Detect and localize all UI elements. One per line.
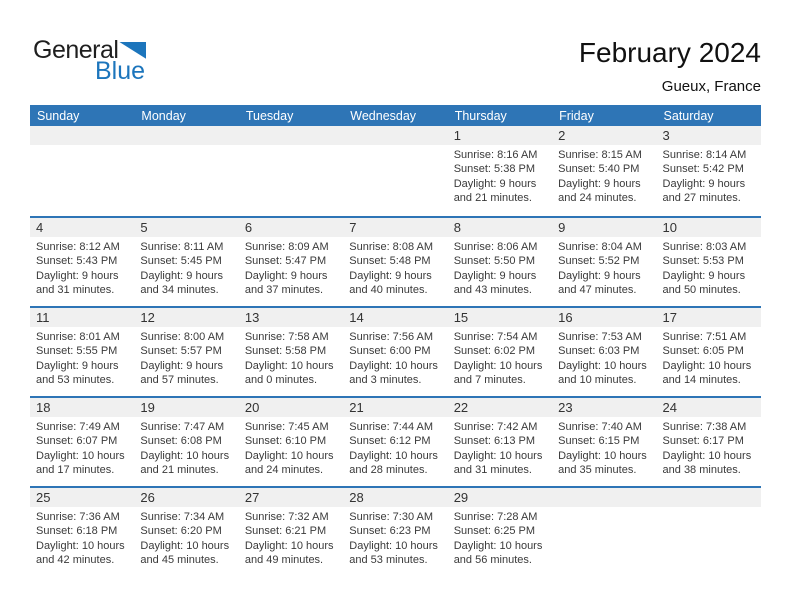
daylight-text-line2: and 38 minutes. [662,464,741,477]
daylight-text-line1: Daylight: 10 hours [140,539,230,552]
daylight-text-line1: Daylight: 9 hours [558,177,641,190]
week-row [30,216,761,306]
sunset-text: Sunset: 6:25 PM [453,525,536,538]
daylight-text-line1: Daylight: 10 hours [36,539,125,552]
daylight-text-line1: Daylight: 10 hours [558,449,647,462]
day-cell-details [30,417,134,478]
daylight-text-line2: and 10 minutes. [558,374,637,387]
day-cell-details [657,145,761,206]
location-subtitle: Gueux, France [661,78,761,95]
day-number: 10 [662,220,677,235]
daylight-text-line2: and 47 minutes. [558,284,637,297]
day-cell-details [448,145,552,206]
week-row [30,306,761,396]
day-number-band [30,398,761,417]
day-cell-details [134,327,238,388]
day-details-row [30,145,761,206]
day-number [30,126,134,145]
sunrise-text: Sunrise: 7:38 AM [662,421,747,433]
sunrise-text: Sunrise: 8:11 AM [140,241,224,253]
day-cell-details [30,327,134,388]
day-number: 26 [140,490,155,505]
sunrise-text: Sunrise: 7:49 AM [36,421,120,433]
sunrise-text: Sunrise: 7:40 AM [558,421,642,433]
day-number: 5 [140,220,148,235]
day-cell-details [552,327,656,388]
daylight-text-line2: and 53 minutes. [349,554,428,567]
sunrise-text: Sunrise: 7:47 AM [140,421,225,433]
sunset-text: Sunset: 6:17 PM [662,435,744,448]
day-number [657,488,761,507]
daylight-text-line1: Daylight: 10 hours [662,449,752,462]
daylight-text-line1: Daylight: 10 hours [244,449,334,462]
daylight-text-line1: Daylight: 10 hours [453,539,543,552]
day-number-band [30,308,761,327]
daylight-text-line1: Daylight: 9 hours [36,359,119,372]
day-number: 6 [244,220,253,235]
sunrise-text: Sunrise: 7:45 AM [244,421,329,433]
day-cell-details [30,507,134,568]
sunrise-text: Sunrise: 7:56 AM [349,331,434,343]
daylight-text-line2: and 3 minutes. [349,374,422,387]
sunrise-text: Sunrise: 7:28 AM [453,511,538,523]
sunset-text: Sunset: 6:15 PM [558,435,640,448]
sunset-text: Sunset: 6:18 PM [36,525,118,538]
day-cell-details [552,507,656,568]
day-cell-details [343,327,447,388]
daylight-text-line2: and 37 minutes. [244,284,324,297]
day-details-row [30,507,761,568]
day-cell-details [657,327,761,388]
daylight-text-line1: Daylight: 9 hours [244,269,328,282]
day-number: 2 [558,128,566,143]
daylight-text-line2: and 34 minutes. [140,284,219,297]
day-cell-details [657,507,761,568]
sunset-text: Sunset: 6:00 PM [349,345,431,358]
daylight-text-line1: Daylight: 10 hours [349,449,438,462]
daylight-text-line2: and 45 minutes. [140,554,219,567]
day-number: 21 [349,400,364,415]
daylight-text-line1: Daylight: 10 hours [140,449,230,462]
day-cell-details [343,145,447,206]
daylight-text-line2: and 57 minutes. [140,374,219,387]
day-cell-details [134,145,238,206]
sunrise-text: Sunrise: 7:54 AM [453,331,538,343]
sunset-text: Sunset: 5:45 PM [140,255,222,268]
daylight-text-line1: Daylight: 10 hours [453,449,543,462]
day-number: 24 [662,400,677,415]
daylight-text-line2: and 0 minutes. [244,374,317,387]
day-cell-details [657,237,761,298]
sunset-text: Sunset: 6:05 PM [662,345,744,358]
daylight-text-line2: and 49 minutes. [244,554,324,567]
sunrise-text: Sunrise: 7:30 AM [349,511,434,523]
daylight-text-line2: and 31 minutes. [453,464,532,477]
sunset-text: Sunset: 5:57 PM [140,345,222,358]
daylight-text-line2: and 7 minutes. [453,374,526,387]
daylight-text-line2: and 31 minutes. [36,284,115,297]
daylight-text-line2: and 50 minutes. [662,284,741,297]
day-number [239,126,343,145]
month-calendar [30,105,761,576]
sunset-text: Sunset: 6:03 PM [558,345,640,358]
daylight-text-line1: Daylight: 10 hours [244,359,334,372]
daylight-text-line1: Daylight: 10 hours [244,539,334,552]
day-cell-details [343,417,447,478]
day-cell-details [134,417,238,478]
day-cell-details [448,507,552,568]
sunrise-text: Sunrise: 8:01 AM [36,331,120,343]
daylight-text-line1: Daylight: 10 hours [36,449,125,462]
sunset-text: Sunset: 5:38 PM [453,163,536,176]
day-number [552,488,656,507]
daylight-text-line1: Daylight: 10 hours [349,359,438,372]
day-cell-details [552,417,656,478]
day-cell-details [30,145,134,206]
sunrise-text: Sunrise: 7:34 AM [140,511,225,523]
sunset-text: Sunset: 5:52 PM [558,255,640,268]
day-cell-details [134,507,238,568]
sunset-text: Sunset: 6:08 PM [140,435,222,448]
logo-text-blue: Blue [95,57,146,85]
daylight-text-line1: Daylight: 9 hours [140,269,223,282]
day-cell-details [239,237,343,298]
sunrise-text: Sunrise: 8:09 AM [244,241,329,253]
sunset-text: Sunset: 5:53 PM [662,255,744,268]
daylight-text-line1: Daylight: 10 hours [453,359,543,372]
day-number: 27 [244,490,260,505]
day-number: 8 [453,220,461,235]
day-number: 28 [349,490,364,505]
day-cell-details [343,237,447,298]
daylight-text-line2: and 21 minutes. [453,192,532,205]
sunset-text: Sunset: 5:58 PM [244,345,327,358]
daylight-text-line1: Daylight: 9 hours [140,359,223,372]
sunrise-text: Sunrise: 7:51 AM [662,331,747,343]
logo-text-general: General [33,36,119,64]
daylight-text-line1: Daylight: 10 hours [349,539,438,552]
day-number: 3 [662,128,670,143]
daylight-text-line2: and 56 minutes. [453,554,532,567]
daylight-text-line1: Daylight: 9 hours [662,269,746,282]
sunset-text: Sunset: 5:43 PM [36,255,118,268]
sunrise-text: Sunrise: 8:14 AM [662,149,747,161]
day-cell-details [552,145,656,206]
day-number: 29 [453,490,469,505]
day-cell-details [343,507,447,568]
general-blue-logo [33,36,173,85]
week-row [30,126,761,216]
day-cell-details [239,145,343,206]
day-number: 25 [36,490,51,505]
day-number-band [30,218,761,237]
daylight-text-line2: and 17 minutes. [36,464,115,477]
sunrise-text: Sunrise: 8:16 AM [453,149,538,161]
day-number: 14 [349,310,364,325]
daylight-text-line1: Daylight: 10 hours [558,359,647,372]
day-details-row [30,417,761,478]
sunset-text: Sunset: 6:23 PM [349,525,431,538]
weekday-label-wednesday: Wednesday [350,108,417,123]
day-number: 22 [453,400,469,415]
daylight-text-line2: and 14 minutes. [662,374,741,387]
sunset-text: Sunset: 6:13 PM [453,435,536,448]
day-number [134,126,238,145]
sunset-text: Sunset: 5:48 PM [349,255,431,268]
sunset-text: Sunset: 5:40 PM [558,163,640,176]
day-number: 1 [453,128,461,143]
sunset-text: Sunset: 6:12 PM [349,435,431,448]
sunrise-text: Sunrise: 8:06 AM [453,241,538,253]
daylight-text-line1: Daylight: 10 hours [662,359,752,372]
day-number: 15 [453,310,469,325]
daylight-text-line2: and 35 minutes. [558,464,637,477]
day-cell-details [657,417,761,478]
weekday-label-friday: Friday [559,108,594,123]
day-number-band [30,488,761,507]
sunset-text: Sunset: 6:20 PM [140,525,222,538]
weekday-label-thursday: Thursday [454,108,507,123]
day-number-band [30,126,761,145]
day-number: 17 [662,310,677,325]
weekday-label-sunday: Sunday [37,108,80,123]
day-cell-details [448,237,552,298]
sunrise-text: Sunrise: 7:42 AM [453,421,538,433]
sunset-text: Sunset: 6:07 PM [36,435,118,448]
daylight-text-line2: and 21 minutes. [140,464,219,477]
day-details-row [30,237,761,298]
day-cell-details [239,417,343,478]
weeks-container [30,126,761,576]
week-row [30,486,761,576]
sunrise-text: Sunrise: 7:32 AM [244,511,329,523]
day-number: 18 [36,400,51,415]
daylight-text-line2: and 40 minutes. [349,284,428,297]
daylight-text-line2: and 42 minutes. [36,554,115,567]
day-number: 20 [244,400,260,415]
day-number: 7 [349,220,357,235]
day-cell-details [239,327,343,388]
sunset-text: Sunset: 5:42 PM [662,163,744,176]
sunset-text: Sunset: 6:10 PM [244,435,327,448]
daylight-text-line1: Daylight: 9 hours [36,269,119,282]
daylight-text-line1: Daylight: 9 hours [453,177,537,190]
daylight-text-line2: and 27 minutes. [662,192,741,205]
sunset-text: Sunset: 6:21 PM [244,525,327,538]
sunrise-text: Sunrise: 7:58 AM [244,331,329,343]
weekday-header-row [30,105,761,126]
day-details-row [30,327,761,388]
sunset-text: Sunset: 5:47 PM [244,255,327,268]
day-cell-details [30,237,134,298]
day-number: 19 [140,400,155,415]
daylight-text-line2: and 24 minutes. [558,192,637,205]
sunrise-text: Sunrise: 8:15 AM [558,149,642,161]
sunrise-text: Sunrise: 8:00 AM [140,331,225,343]
daylight-text-line1: Daylight: 9 hours [349,269,432,282]
day-cell-details [552,237,656,298]
day-number: 13 [244,310,260,325]
daylight-text-line2: and 24 minutes. [244,464,324,477]
daylight-text-line2: and 53 minutes. [36,374,115,387]
day-number: 23 [558,400,573,415]
day-number: 4 [36,220,44,235]
day-number: 9 [558,220,566,235]
sunrise-text: Sunrise: 7:53 AM [558,331,642,343]
page-title: February 2024 [578,37,761,68]
sunset-text: Sunset: 5:50 PM [453,255,536,268]
day-number [343,126,447,145]
daylight-text-line2: and 28 minutes. [349,464,428,477]
daylight-text-line1: Daylight: 9 hours [662,177,746,190]
sunrise-text: Sunrise: 8:08 AM [349,241,434,253]
daylight-text-line1: Daylight: 9 hours [453,269,537,282]
sunrise-text: Sunrise: 7:36 AM [36,511,120,523]
day-cell-details [448,327,552,388]
daylight-text-line2: and 43 minutes. [453,284,532,297]
day-cell-details [134,237,238,298]
weekday-label-monday: Monday [141,108,186,123]
day-number: 11 [36,310,50,325]
sunrise-text: Sunrise: 8:03 AM [662,241,747,253]
daylight-text-line1: Daylight: 9 hours [558,269,641,282]
day-cell-details [448,417,552,478]
day-number: 12 [140,310,155,325]
day-number: 16 [558,310,573,325]
weekday-label-tuesday: Tuesday [245,108,294,123]
sunset-text: Sunset: 5:55 PM [36,345,118,358]
week-row [30,396,761,486]
sunrise-text: Sunrise: 7:44 AM [349,421,434,433]
sunrise-text: Sunrise: 8:12 AM [36,241,120,253]
weekday-label-saturday: Saturday [663,108,714,123]
sunset-text: Sunset: 6:02 PM [453,345,536,358]
day-cell-details [239,507,343,568]
sunrise-text: Sunrise: 8:04 AM [558,241,642,253]
